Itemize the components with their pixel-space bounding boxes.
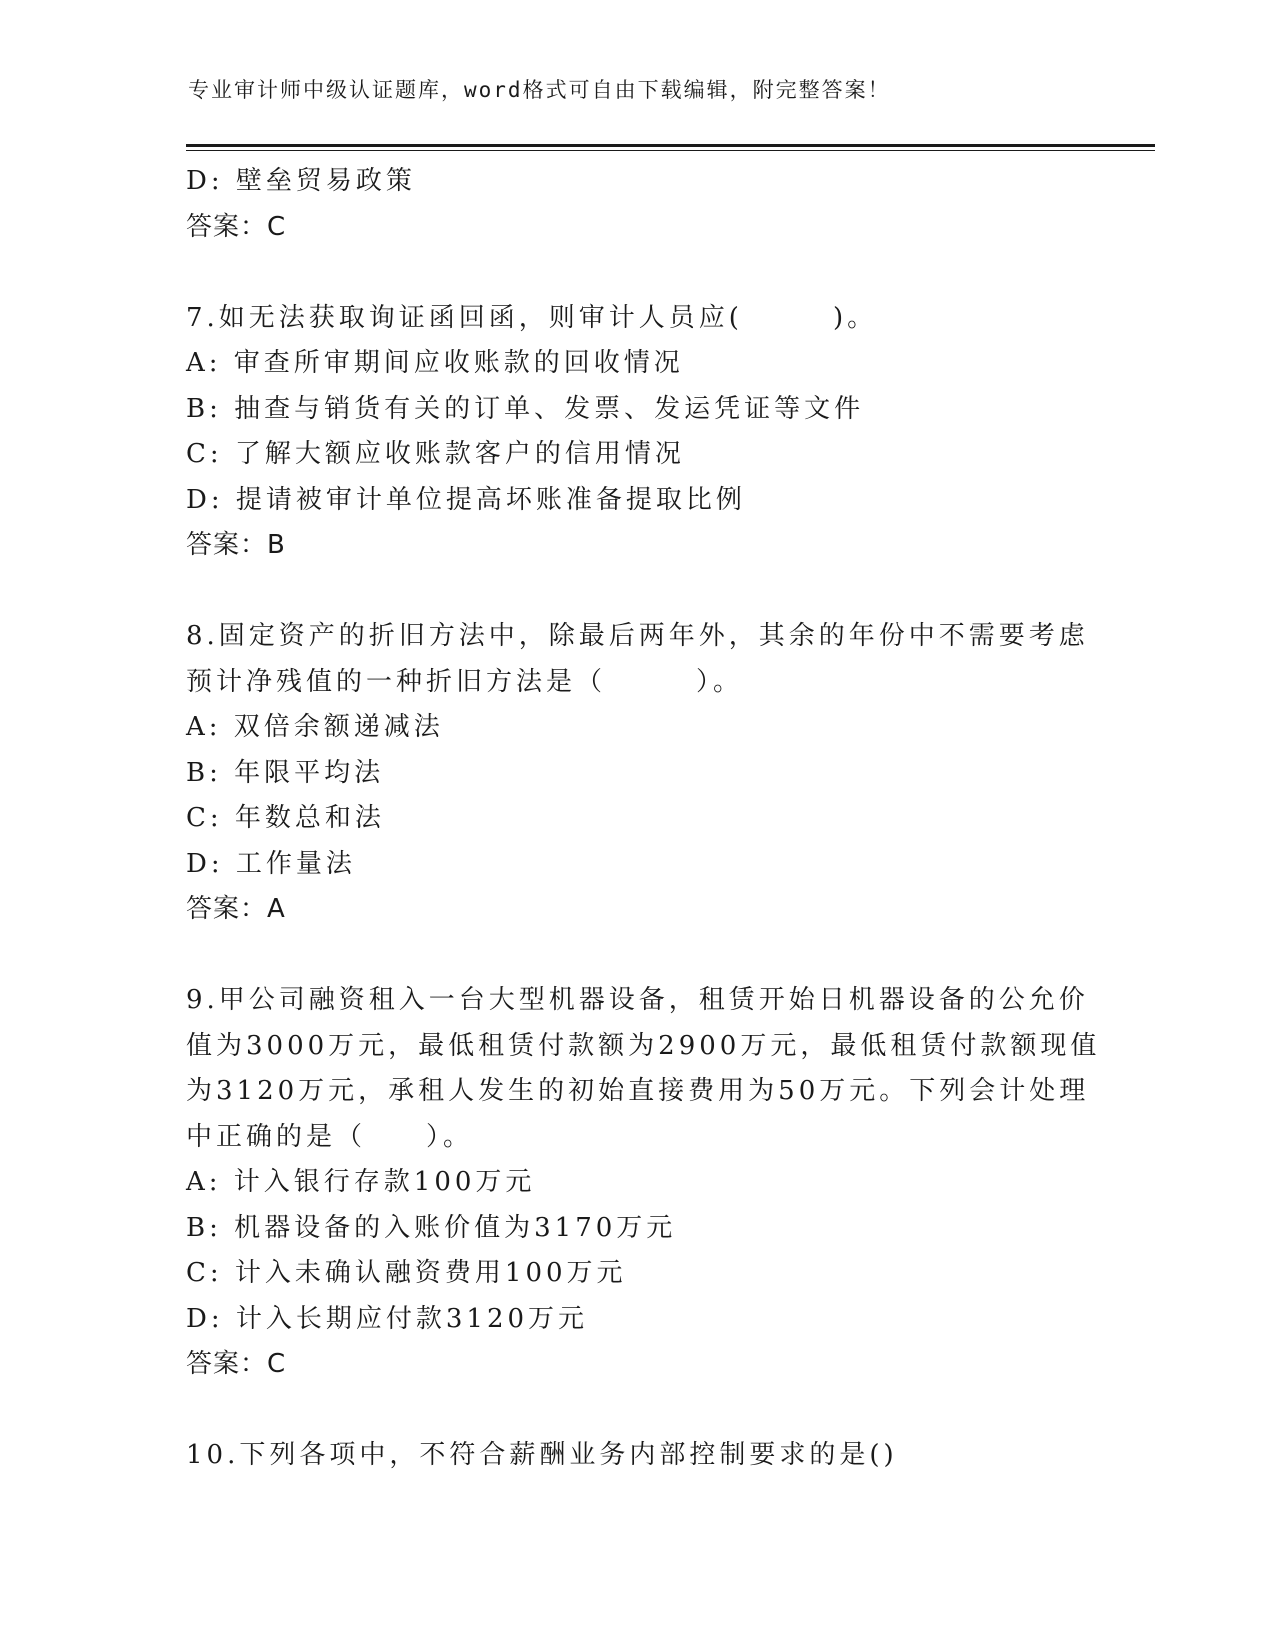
question-content [186, 159, 1101, 1479]
question-block [186, 1433, 1086, 1479]
option-line: B: 抽查与销货有关的订单、发票、发运凭证等文件 [186, 393, 865, 424]
question-block [186, 978, 1101, 1388]
option-line: C: 计入未确认融资费用100万元 [186, 1258, 627, 1288]
option-line: C: 了解大额应收账款客户的信用情况 [186, 439, 685, 469]
question-text: 10.下列各项中，不符合薪酬业务内部控制要求的是() [186, 1440, 898, 1470]
option-line: A: 双倍余额递减法 [186, 712, 444, 742]
question-text: 为3120万元，承租人发生的初始直接费用为50万元。下列会计处理 [186, 1076, 1090, 1106]
question-block [186, 296, 1086, 569]
option-line: D: 提请被审计单位提高坏账准备提取比例 [186, 484, 746, 515]
question-text: 中正确的是（ ）。 [186, 1121, 474, 1152]
answer-line: 答案：A [186, 894, 286, 924]
question-text: 7.如无法获取询证函回函，则审计人员应( )。 [186, 302, 878, 333]
option-line: B: 年限平均法 [186, 757, 385, 788]
header-rule-thin [186, 150, 1155, 151]
option-line: D: 计入长期应付款3120万元 [186, 1303, 589, 1334]
option-line: D: 壁垒贸易政策 [186, 166, 416, 196]
option-line: A: 审查所审期间应收账款的回收情况 [186, 348, 684, 378]
option-line: D: 工作量法 [186, 848, 356, 879]
header-rule-thick [186, 144, 1155, 147]
question-block [186, 159, 1086, 250]
question-text: 预计净残值的一种折旧方法是（ ）。 [186, 666, 744, 697]
page-header: 专业审计师中级认证题库，word格式可自由下载编辑，附完整答案！ [188, 78, 891, 102]
answer-line: 答案：C [186, 1349, 287, 1379]
question-block [186, 614, 1089, 933]
question-text: 8.固定资产的折旧方法中，除最后两年外，其余的年份中不需要考虑 [186, 621, 1089, 651]
option-line: C: 年数总和法 [186, 803, 385, 833]
question-text: 9.甲公司融资租入一台大型机器设备，租赁开始日机器设备的公允价 [186, 985, 1089, 1015]
question-text: 值为3000万元，最低租赁付款额为2900万元，最低租赁付款额现值 [186, 1030, 1101, 1061]
answer-line: 答案：C [186, 211, 287, 242]
option-line: B: 机器设备的入账价值为3170万元 [186, 1212, 677, 1243]
answer-line: 答案：B [186, 530, 286, 560]
option-line: A: 计入银行存款100万元 [186, 1167, 536, 1197]
